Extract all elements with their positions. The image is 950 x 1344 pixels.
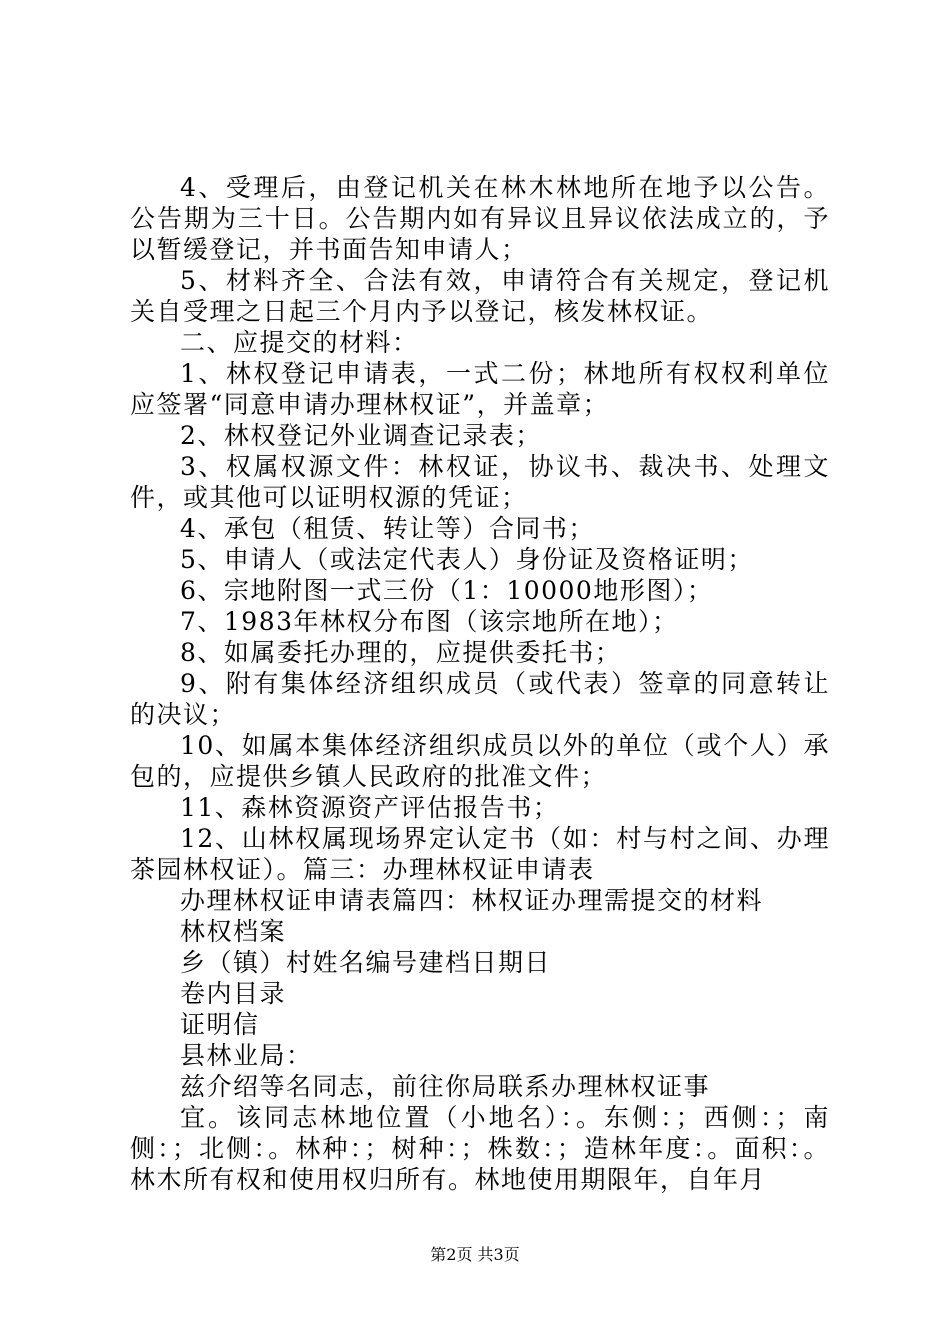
paragraph: 证明信	[180, 1010, 260, 1039]
section-heading: 二、应提交的材料：	[180, 328, 419, 357]
paragraph: 卷内目录	[180, 979, 287, 1008]
paragraph: 宜。该同志林地位置（小地名）：。东侧：；西侧：；南侧：；北侧：。林种：；树种：；株数：；造林年度：。面积：。林木所有权和使用权归所有。林地使用期限年，自年月	[130, 1103, 830, 1194]
paragraph: 乡（镇）村姓名编号建档日期日	[180, 948, 552, 977]
page-footer: 第2页 共3页	[430, 1245, 520, 1264]
list-item: 5、申请人（或法定代表人）身份证及资格证明；	[180, 545, 754, 574]
list-item: 9、附有集体经济组织成员（或代表）签章的同意转让的决议；	[130, 669, 830, 729]
list-item: 6、宗地附图一式三份（1：10000地形图）；	[180, 576, 714, 605]
paragraph: 县林业局：	[180, 1041, 313, 1070]
document-body	[130, 172, 830, 1195]
list-item: 2、林权登记外业调查记录表；	[180, 421, 542, 450]
list-item: 4、承包（租赁、转让等）合同书；	[180, 514, 595, 543]
list-item: 3、权属权源文件：林权证，协议书、裁决书、处理文件，或其他可以证明权源的凭证；	[130, 452, 830, 512]
list-item: 1、林权登记申请表，一式二份；林地所有权权利单位应签署“同意申请办理林权证”，并盖章；	[130, 359, 830, 419]
paragraph: 办理林权证申请表篇四：林权证办理需提交的材料	[180, 886, 764, 915]
paragraph: 5、材料齐全、合法有效，申请符合有关规定，登记机关自受理之日起三个月内予以登记，核发林权证。	[130, 266, 830, 326]
list-item: 11、森林资源资产评估报告书；	[180, 793, 560, 822]
paragraph: 林权档案	[180, 917, 287, 946]
list-item: 8、如属委托办理的，应提供委托书；	[180, 638, 622, 667]
list-item: 12、山林权属现场界定认定书（如：村与村之间、办理茶园林权证）。篇三：办理林权证申请表	[130, 824, 830, 884]
paragraph: 4、受理后，由登记机关在林木林地所在地予以公告。公告期为三十日。公告期内如有异议且异议依法成立的，予以暂缓登记，并书面告知申请人；	[130, 173, 830, 264]
list-item: 10、如属本集体经济组织成员以外的单位（或个人）承包的，应提供乡镇人民政府的批准文件；	[130, 731, 830, 791]
list-item: 7、1983年林权分布图（该宗地所在地）；	[180, 607, 679, 636]
paragraph: 兹介绍等名同志，前往你局联系办理林权证事	[180, 1072, 711, 1101]
